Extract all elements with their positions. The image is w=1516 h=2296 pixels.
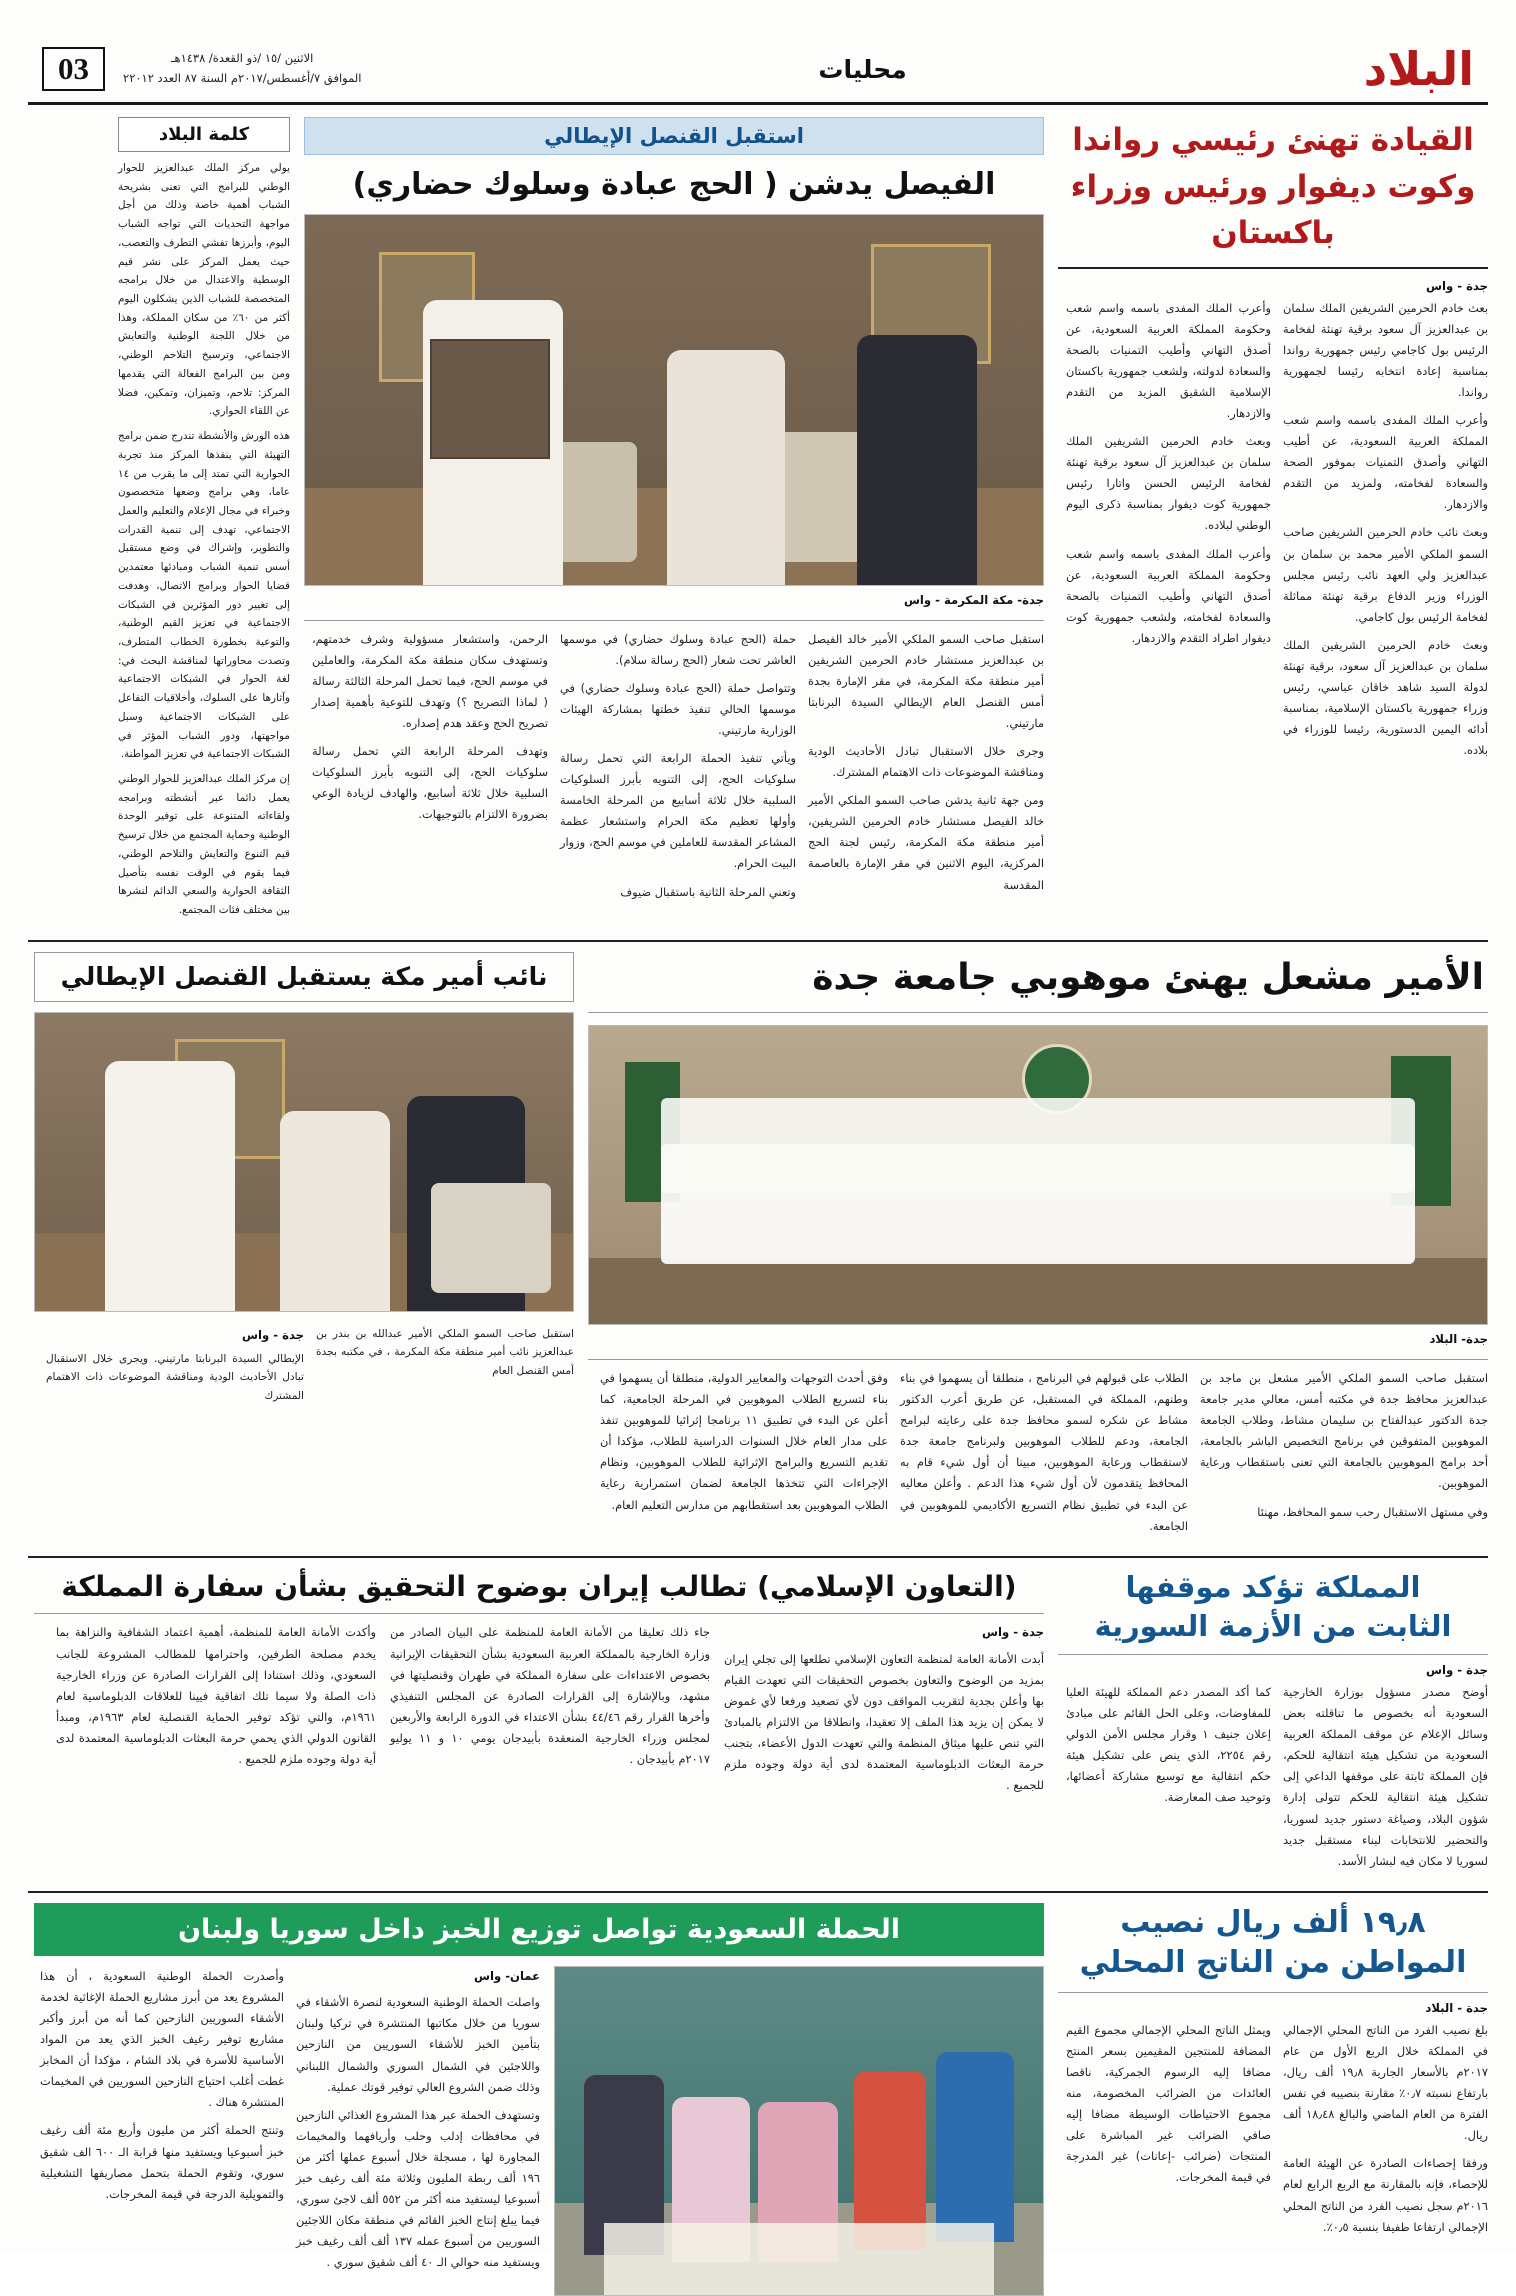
editorial-body: يولي مركز الملك عبدالعزيز للحوار الوطني للبرامج التي تعنى بشريحة الشباب أهمية خاصة وذلك من أجل مواجهة التحديات التي تواجه الشباب اليوم، وأبرزها تفشي التطرف والتعصب، حيث يعمل المركز على نشر قيم الوسطية والاعتدال من خلال برامجه المتخصصة للشباب الذين يشكلون اليوم أكثر من ٦٠٪ من سكان المملكة، وهذا من خلال اللجنة الوطنية والتعايش الاجتماعي، وترسيخ التلاحم الوطني، ومن بين البرامج الفعالة التي يقدمها المركز: تلاحم، وتميزان، وتمكين، فضلا عن اللقاء الحواري. هذه الورش والأنشطة تندرج ضمن برامج التهيئة التي ينفذها المركز منذ تجربة الحوارية التي تمتد إلى ما يقرب من ١٤ عاما، وهي برامج وضعها متخصصون وخبراء في مجال الإعلام والتعليم والعمل الاجتماعي، تهدف إلى تنمية القدرات والتطوير، وإشراك في وضع مستقبل أسس تنمية الشباب ومبادئها معتمدين قضايا الحوار وبرامج الاتصال، وهدفت إلى تغيير دور المؤثرين في الشبكات الاجتماعية في تعزيز القيم الوطنية، والتوعية بخطورة الخطاب المتطرف، وتصدت محاوراتها لمناقشة البحث في: لغة الحوار في الشبكات الاجتماعية وآثارها على السلوك، وأخلاقيات التفاعل على الشبكات الاجتماعية وسبل مواجهتها، ودور الشباب المؤثر في الشبكات الاجتماعية في تعزيز المواطنة. إن مركز الملك عبدالعزيز للحوار الوطني يعمل دائما عبر أنشطته وبرامجه ولقاءاته المتنوعة على توفير الوحدة الوطنية وحماية المجتمع من خلال ترسيخ قيم التنوع والتعايش والتلاحم الوطني، فيما يقوم في الوقت نفسه بتأصيل الثقافة الحوارية والسعي الدائم لنشرها بين مختلف فئات المجتمع. [118, 162, 290, 917]
story-syria-position [1058, 1568, 1488, 1879]
issue-dates [123, 49, 361, 88]
deputy-headline: نائب أمير مكة يستقبل القنصل الإيطالي [34, 952, 574, 1002]
oic-byline: جدة - واس [982, 1625, 1044, 1640]
story-bread [34, 1903, 1044, 2296]
third-row [28, 1568, 1488, 1879]
editorial-title: كلمة البلاد [118, 117, 290, 152]
date-hijri: الاثنين /١٥ /ذو القعدة/ ١٤٣٨هـ [171, 51, 314, 66]
consul-headline: الفيصل يدشن ( الحج عبادة وسلوك حضاري) [352, 167, 996, 202]
consul-col-1: استقبل صاحب السمو الملكي الأمير خالد الفيصل بن عبدالعزيز مستشار خادم الحرمين الشريفين أمير منطقة مكة المكرمة، في مقر الإمارة بجدة أمس القنصل العام الإيطالي السيدة البرنابتا مارتيني. وجرى خلال الاستقبال تبادل الأحاديث الودية ومناقشة الموضوعات ذات الاهتمام المشترك. ومن جهة ثانية يدشن صاحب السمو الملكي الأمير خالد الفيصل مستشار خادم الحرمين الشريفين، أمير منطقة مكة المكرمة، رئيس لجنة الحج المركزية، اليوم الاثنين في مقر الإمارة بالعاصمة المقدسة [808, 631, 1044, 892]
bread-byline: عمان- واس [474, 1968, 540, 1983]
leadership-byline: جدة - واس [1426, 278, 1488, 293]
deputy-caption-right: استقبل صاحب السمو الملكي الأمير عبدالله بن بندر بن عبدالعزيز نائب أمير منطقة مكة المكرمة ، في مكتبه بجدة أمس القنصل العام [316, 1327, 574, 1377]
story-leadership [1058, 117, 1488, 926]
gdp-col-1: بلغ نصيب الفرد من الناتج المحلي الإجمالي في المملكة خلال الربع الأول من عام ٢٠١٧م بالأسعار الجارية ١٩٫٨ ألف ريال، بارتفاع نسبته ٠٫٧٪ مقارنة بنصيبه في نفس الفترة من العام الماضي والبالغ ١٨٫٤٨ ألف ريال. ورفقا إحصاءات الصادرة عن الهيئة العامة للإحصاء، فإنه بالمقارنة مع الربع الرابع لعام ٢٠١٦م سجل نصيب الفرد من الناتج المحلي الإجمالي ارتفاعا طفيفا بنسبة ٠٫٥٪. [1283, 2022, 1488, 2234]
bread-col-right: عمان- واس واصلت الحملة الوطنية السعودية لنصرة الأشقاء في سوريا من خلال مكاتبها المنتشرة في تركيا ولبنان بتأمين الخبز للأشقاء السوريين من النازحين واللاجئين في الشمال السوري والشمال اللبناني وذلك ضمن الشروع العالي توفير قوتك عملية. وتستهدف الحملة عبر هذا المشروع الغذائي النازحين في محافظات إدلب وحلب وأريافهما والمخيمات المجاورة لها ، مسجلة خلال أسبوع عملها أكثر من ١٩٦ ألف ربطة المليون وثلاثة مئة ألف رغيف خبز أسبوعيا ليستفيد منه أكثر من ٥٥٢ ألف لاجئ سوري، فيما يبلغ إنتاج الخبز القائم في منطقة مكان اللاجئين السوريين من أسبوع عمله ١٣٧ ألف ألف رغيف خبز ويستفيد منه حوالي الـ ٤٠ ألف شقيق سوري . [296, 1966, 540, 2296]
leadership-col-2: وأعرب الملك المفدى باسمه واسم شعب وحكومة المملكة العربية السعودية، عن أصدق التهاني وأطيب التمنيات بالصحة والسعادة لدولته، ولشعب جمهورية باكستان الإسلامية الشقيق المزيد من التقدم والازدهار. وبعث خادم الحرمين الشريفين الملك سلمان بن عبدالعزيز آل سعود برقية تهنئة لفخامة الرئيس الحسن واتارا رئيس جمهورية كوت ديفوار بمناسبة ذكرى اليوم الوطني لبلاده. وأعرب الملك المفدى باسمه واسم شعب وحكومة المملكة العربية السعودية، عن أصدق التهاني وأطيب التمنيات بالصحة والسعادة لفخامته، ولشعب جمهورية كوت ديفوار اطراد التقدم والازدهار. [1066, 300, 1271, 645]
editorial-column [118, 117, 290, 926]
story-deputy [34, 952, 574, 1544]
gdp-col-2: ويمثل الناتج المحلي الإجمالي مجموع القيم المضافة للمنتجين المقيمين بسعر المنتج مضافا إليه الرسوم الجمركية، ناقصا العائدات من الضرائب المخصومة، منه مجموع الاحتياطات الوسيطة مضافا إليه صافي الضرائب غير المباشرة على المنتجات (ضرائب -إعانات) غير المدرجة في قيمة المخرجات. [1066, 2022, 1271, 2185]
deputy-caption-left: جدة - واس الإيطالي السيدة البرنابتا مارتيني. ويجرى خلال الاستقبال تبادل الأحاديث الودية ومناقشة الموضوعات ذات الاهتمام المشترك [46, 1320, 304, 1406]
section-title: محليات [818, 54, 907, 84]
gdp-byline: جدة - البلاد [1425, 2000, 1488, 2015]
oic-headline: (التعاون الإسلامي) تطالب إيران بوضوح التحقيق بشأن سفارة المملكة [61, 1569, 1017, 1603]
syria-headline-2: الثابت من الأزمة السورية [1094, 1608, 1452, 1643]
issue-block [42, 47, 361, 91]
deputy-photo [34, 1012, 574, 1312]
oic-col-right: جدة - واس أبدت الأمانة العامة لمنظمة التعاون الإسلامي تطلعها إلى تجلي إيران بمزيد من الوضوح والتعاون بخصوص التحقيقات التي تعهدت القيام بها وأعلن بجدية لتقريب المواقف دون لأي تصعيد ورفعا لأي غموض لا يمكن إن يزيد هذا الملف إلا تعقيدا، وانطلاقا من الالتزام بالمبادئ التي تنص عليها ميثاق المنظمة والتي تعهدت الدول الأعضاء، بتجنب حرمة البعثات الدبلوماسية المعتمدة لدى أية دولة وجوده ملزم للجميع . [724, 1622, 1044, 1803]
bread-photo [554, 1966, 1044, 2296]
story-oic [34, 1568, 1044, 1879]
syria-col-2: كما أكد المصدر دعم المملكة للهيئة العليا للمفاوضات، وعلى الحل القائم على مبادئ إعلان جنيف ١ وقرار مجلس الأمن الدولي رقم ٢٢٥٤، الذي ينص على تشكيل هيئة حكم انتقالية مع توسيع مشاركة أعضائها، وتوحيد صف المعارضة. [1066, 1684, 1272, 1805]
bread-col-left: وأصدرت الحملة الوطنية السعودية ، أن هذا المشروع يعد من أبرز مشاريع الحملة الإغاثية لخدمة الأشقاء السوريين النازحين كما أنه من أبرز وأكبر مشاريع توفير رغيف الخبز الذي يعد من المواد الأساسية للأسرة في بلاد الشام ، مؤكدا أن المخابز غطت أغلب احتياج النازحين السوريين في المخيمات المنتشرة هناك . وتنتج الحملة أكثر من مليون وأربع مئة ألف رغيف خبز أسبوعيا ويستفيد منها قرابة الـ ٦٠٠ الف شقيق سوري، وتقوم الحملة بتحمل مصاريفها التشغيلية والتمويلية الدرجة في قيمة المخرجات. [40, 1968, 284, 2201]
date-gregorian: الموافق ٧/أغسطس/٢٠١٧م السنة ٨٧ العدد ٢٢٠١٢ [123, 70, 362, 85]
story-consul [304, 117, 1044, 926]
mishal-headline: الأمير مشعل يهنئ موهوبي جامعة جدة [812, 956, 1484, 998]
syria-headline-1: المملكة تؤكد موقفها [1125, 1569, 1421, 1604]
story-mishal [588, 952, 1488, 1544]
masthead [28, 0, 1488, 105]
mishal-photo [588, 1025, 1488, 1325]
newspaper-brand: البلاد [1363, 42, 1474, 96]
deputy-byline: جدة - واس [242, 1327, 304, 1342]
mishal-col-mid: الطلاب على قبولهم في البرنامج ، منطلقا أن يسهموا في بناء وطنهم، المملكة في المستقبل، عن طريق أعرب الدكتور مشاط عن شكره لسمو محافظ جدة على رعايته لبرامج الجامعة، ودعم للطلاب الموهوبين ولبرنامج جامعة جدة لاستقطاب ورعاية الموهوبين، مبينا أن أول شيء قام به المحافظ يتقدمون لأن أول شيء هذا الدعم . وأعلن معاليه عن البدء في تطبيق نظام التسريع الأكاديمي للموهوبين في الجامعة. [900, 1370, 1188, 1533]
consul-byline: جدة- مكة المكرمة - واس [903, 592, 1044, 607]
consul-col-3: الرحمن، واستشعار مسؤولية وشرف خدمتهم، وتستهدف سكان منطقة مكة المكرمة، والعاملين في موسم الحج، فيما تحمل المرحلة الثالثة رسالة ( لماذا التصريح ؟) وتهدف للتوعية بأهمية إصدار تصريح الحج وعقد هدم إصداره. وتهدف المرحلة الرابعة التي تحمل رسالة سلوكيات الحج، إلى التنويه بأبرز السلوكيات السلبية خلال ثلاثة أسابيع، والهادف لزيادة الوعي بضرورة الالتزام بالتوجيهات. [312, 631, 548, 822]
top-row [28, 117, 1488, 926]
mishal-byline: جدة- البلاد [1429, 1331, 1488, 1346]
consul-photo [304, 214, 1044, 586]
oic-col-left: وأكدت الأمانة العامة للمنظمة، أهمية اعتماد الشفافية والنزاهة بما يخدم مصلحة الطرفين، واحترامها للمطالب المشروعة للجانب السعودي، وذلك استنادا إلى القرارات الصادرة عن وزراء الخارجية ذات الصلة ولا سيما تلك اتفاقية فيينا للعلاقات الدبلوماسية لعام ١٩٦١م، والتي تؤكد توفير الحماية القنصلية لعام ١٩٦٣م، ومبدأ القانون الدولي الذي يحمي حرمة البعثات الدبلوماسية المعتمدة لدى أية دولة وجوده ملزم للجميع . [56, 1625, 376, 1767]
consul-col-2: حملة (الحج عبادة وسلوك حضاري) في موسمها العاشر تحت شعار (الحج رسالة سلام). وتتواصل حملة (الحج عبادة وسلوك حضاري) في موسمها الحالي تنفيذ خطتها بمشاركة الهيئات الوزارية مارتيني. ويأتي تنفيذ الحملة الرابعة التي تحمل رسالة سلوكيات الحج، إلى التنويه بأبرز السلوكيات السلبية خلال ثلاثة أسابيع من المرحلة الخامسة وأولها تعظيم مكة الحرام واستشعار عظمة المشاعر المقدسة للعاملين في موسم الحج، وزوار البيت الحرام. وتعني المرحلة الثانية باستقبال ضيوف [560, 631, 796, 899]
syria-col-1: أوضح مصدر مسؤول بوزارة الخارجية السعودية أنه بخصوص ما تناقلته بعض وسائل الإعلام عن موقف المملكة العربية السعودية من تشكيل هيئة انتقالية للحكم، فإن المملكة ثابتة على موقفها الداعي إلى تشكيل هيئة انتقالية للحكم تتولى إدارة شؤون البلاد، وصياغة دستور جديد لسوريا، والتحضير للانتخابات لبناء مستقبل جديد لسوريا لا مكان فيه لبشار الأسد. [1283, 1684, 1488, 1868]
story-gdp [1058, 1903, 1488, 2296]
oic-col-mid: جاء ذلك تعليقا من الأمانة العامة للمنظمة على البيان الصادر من وزارة الخارجية بالمملكة العربية السعودية بشأن التحقيقات الإيرانية بخصوص الاعتداءات على سفارة المملكة في طهران وقنصليتها في مشهد، وبالإشارة إلى القرارات الصادرة عن المجلس التنفيذي وأخرها القرار رقم ٤٤/٤٦ بشأن الاعتداء في الدورة الرابعة والأربعين لمجلس وزراء الخارجية المنعقدة بأبيدجان يومي ١٠ و ١١ يوليو ٢٠١٧م بأبيدجان . [390, 1625, 711, 1767]
bread-banner: الحملة السعودية تواصل توزيع الخبز داخل سوريا ولبنان [34, 1903, 1044, 1956]
second-row [28, 952, 1488, 1544]
fourth-row [28, 1903, 1488, 2296]
syria-byline: جدة - واس [1426, 1662, 1488, 1677]
leadership-col-1: بعث خادم الحرمين الشريفين الملك سلمان بن عبدالعزيز آل سعود برقية تهنئة لفخامة الرئيس بول كاجامي رئيس جمهورية رواندا بمناسبة إعادة انتخابه رئيسا لجمهورية رواندا. وأعرب الملك المفدى باسمه واسم شعب المملكة العربية السعودية، عن أطيب التهاني وأصدق التمنيات بموفور الصحة والسعادة لفخامته، ولمزيد من التقدم والازدهار. وبعث نائب خادم الحرمين الشريفين صاحب السمو الملكي الأمير محمد بن سلمان بن عبدالعزيز ولي العهد نائب رئيس مجلس الوزراء وزير الدفاع برقية تهنئة مماثلة لفخامة الرئيس بول كاجامي. وبعث خادم الحرمين الشريفين الملك سلمان بن عبدالعزيز آل سعود، برقية تهنئة لدولة السيد شاهد خاقان عباسي، رئيس وزراء جمهورية باكستان الإسلامية، بمناسبة أدائه اليمين الدستورية، رئيسا للوزراء في بلاده. [1283, 300, 1488, 758]
page-number: 03 [42, 47, 105, 91]
consul-banner: استقبل القنصل الإيطالي [304, 117, 1044, 155]
gdp-headline-1: ١٩٫٨ ألف ريال نصيب [1120, 1904, 1426, 1940]
gdp-headline-2: المواطن من الناتج المحلي [1079, 1945, 1467, 1981]
mishal-col-right: استقبل صاحب السمو الملكي الأمير مشعل بن ماجد بن عبدالعزيز محافظ جدة في مكتبه أمس، معالي مدير جامعة جدة الدكتور عبدالفتاح بن سليمان مشاط، وطلاب الجامعة الموهوبين المتفوقين في برنامج التخصيص الباشر بالجامعة، أحد برامج الموهوبين بالجامعة التي تعنى باستقطاب ورعاية الموهوبين. وفي مستهل الاستقبال رحب سمو المحافظ، مهنئا [1200, 1370, 1488, 1519]
leadership-headline: القيادة تهنئ رئيسي رواندا وكوت ديفوار ورئيس وزراء باكستان [1070, 122, 1476, 251]
mishal-col-left: وفق أحدث التوجهات والمعايير الدولية، منطلقا أن يسهموا في بناء لتسريع الطلاب الموهوبين في المرحلة الجامعية، كما أعلن عن البدء في تطبيق ١١ برنامجا إثرائيا للموهوبين تنفذ على مدار العام خلال السنوات الدراسية للطلاب، مؤكدا أن تقديم التسريع والبرامج الإثرائية للطلاب الموهوبين، ونظام الإجراءات التي تتخذها الجامعة لضمان استمرارية رعاية الطلاب الموهوبين بعد استقطابهم من مدارس التعليم العام. [600, 1370, 888, 1512]
